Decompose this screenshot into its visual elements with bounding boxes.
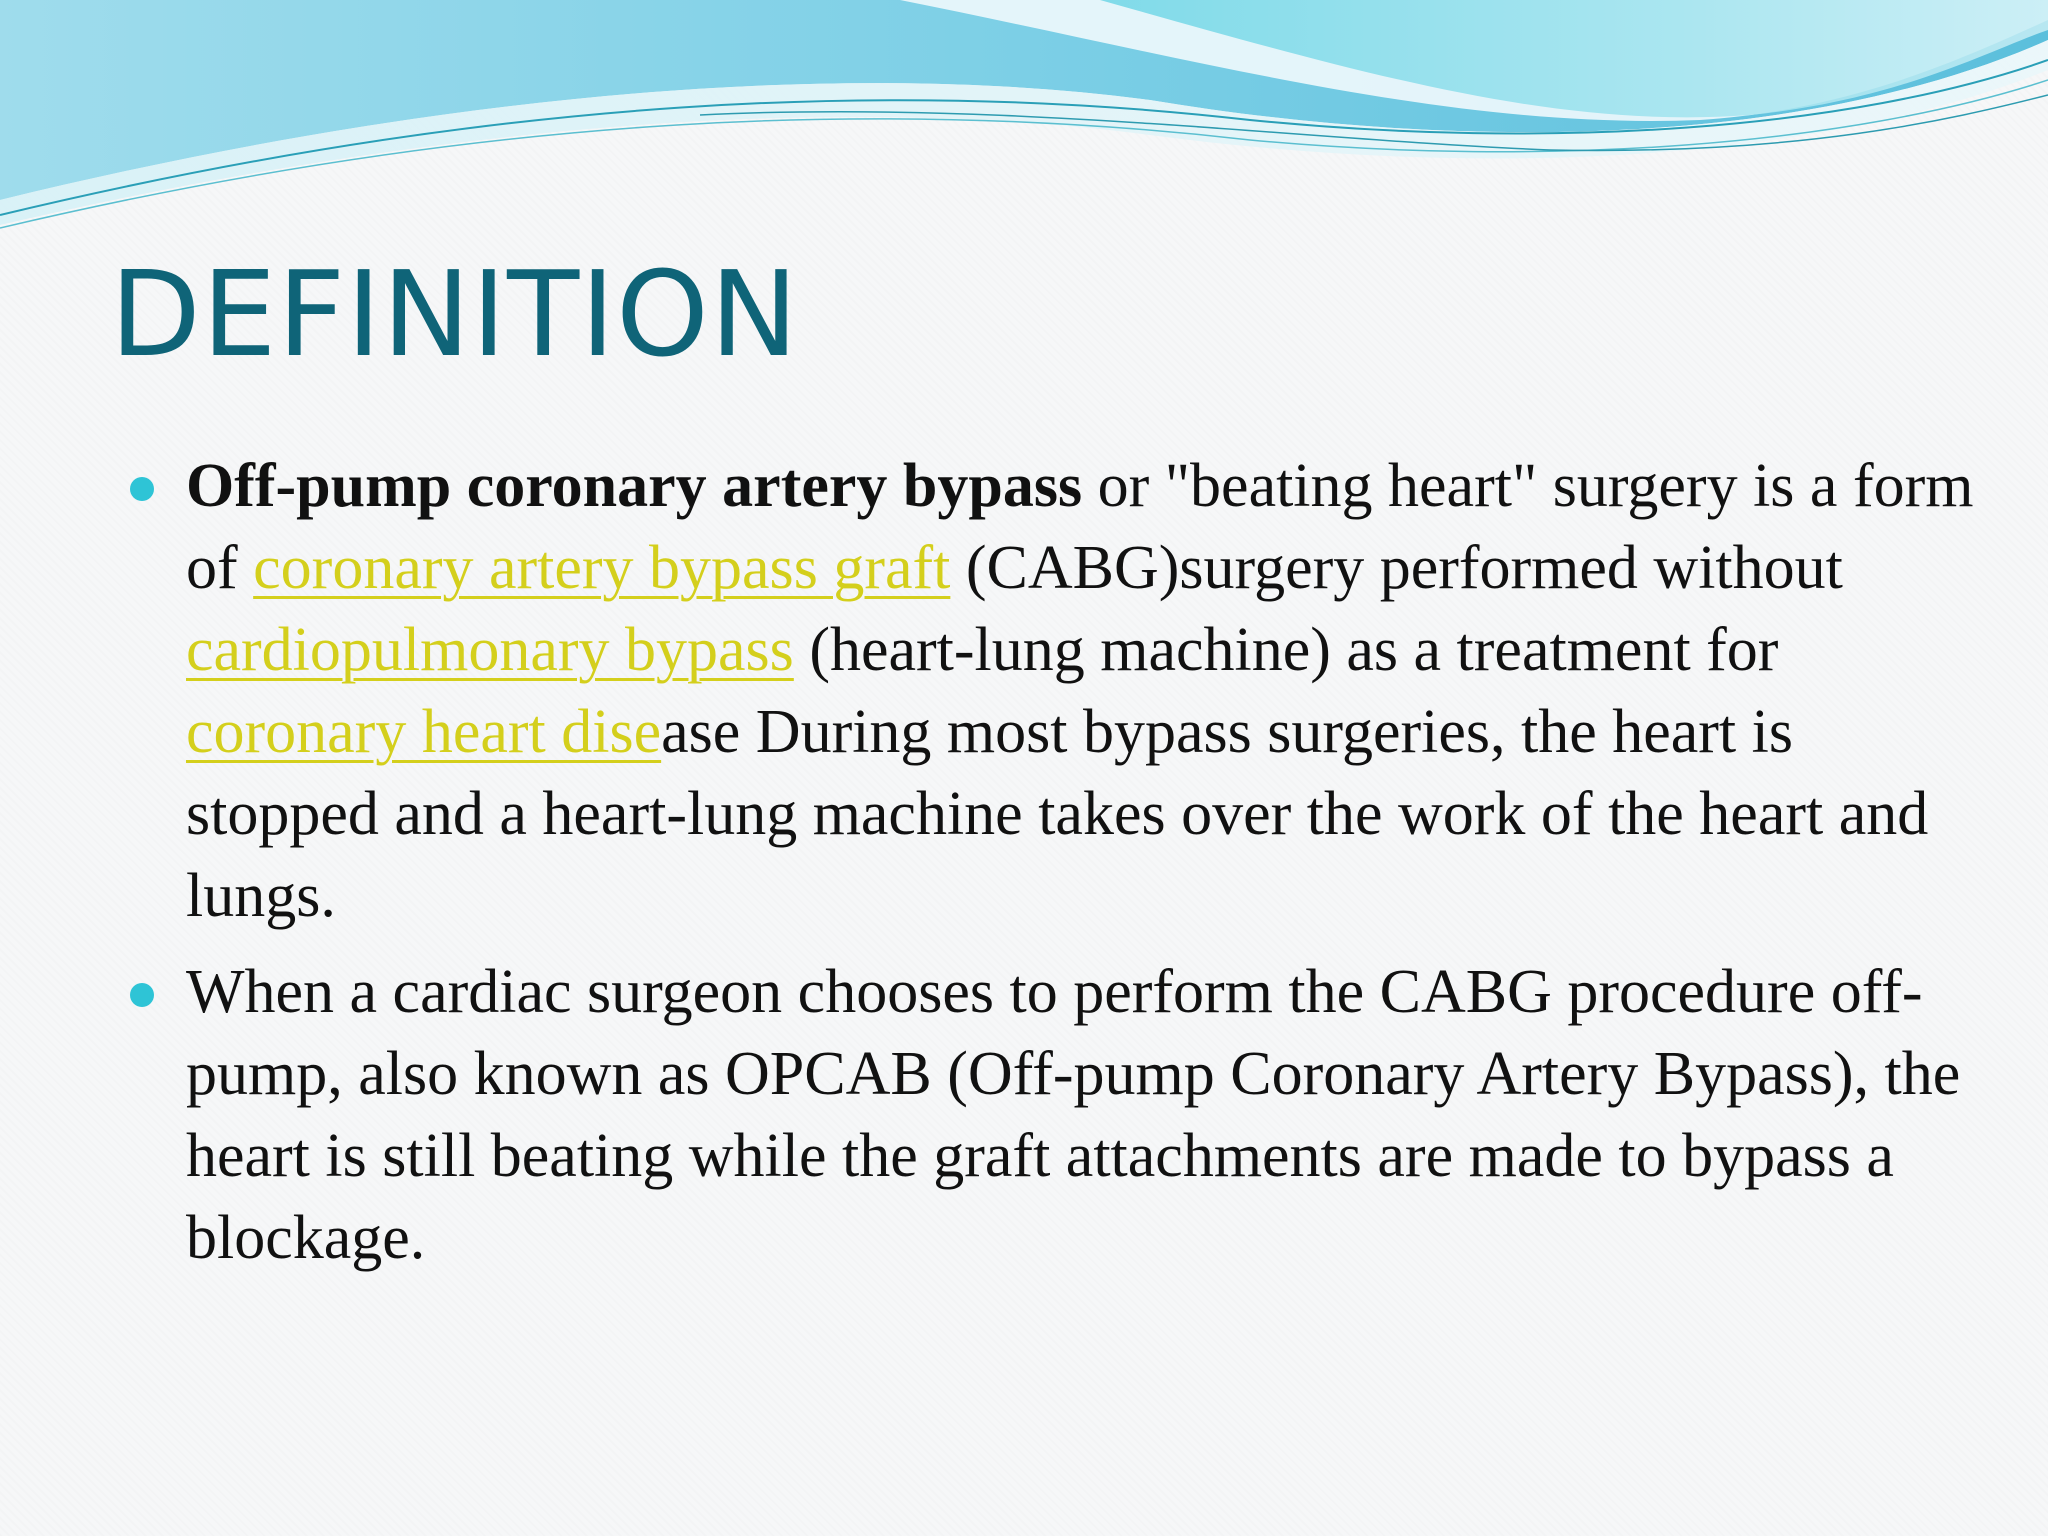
term-bold: Off-pump coronary artery bypass xyxy=(186,452,1083,520)
bullet-item xyxy=(186,951,1976,1279)
bullet-text: (CABG)surgery performed without xyxy=(950,534,1843,602)
bullet-item xyxy=(186,445,1976,937)
bullet-dot-icon xyxy=(130,983,154,1007)
bullet-text: (heart-lung machine) as a treatment for xyxy=(793,616,1779,684)
bullet-list xyxy=(186,445,1976,1293)
slide-title: DEFINITION xyxy=(110,245,800,383)
bullet-text: or "beating heart" surgery is a form of xyxy=(186,452,1974,602)
bullet-text: ase During most bypass surgeries, the heart is stopped and a heart-lung machine takes over the work of the heart and lungs. xyxy=(186,698,1929,930)
bullet-text: When a cardiac surgeon chooses to perform the CABG procedure off-pump, also known as OPCAB (Off-pump Coronary Artery Bypass), the heart is still beating while the graft attachments are made to bypass a blockage. xyxy=(186,958,1961,1272)
link-cardiopulmonary-bypass[interactable]: cardiopulmonary bypass xyxy=(186,616,794,684)
header-wave-decoration xyxy=(0,0,2048,260)
bullet-dot-icon xyxy=(130,477,154,501)
link-coronary-artery-bypass-graft[interactable]: coronary artery bypass graft xyxy=(253,534,951,602)
link-coronary-heart-disease[interactable]: coronary heart dise xyxy=(186,698,662,766)
